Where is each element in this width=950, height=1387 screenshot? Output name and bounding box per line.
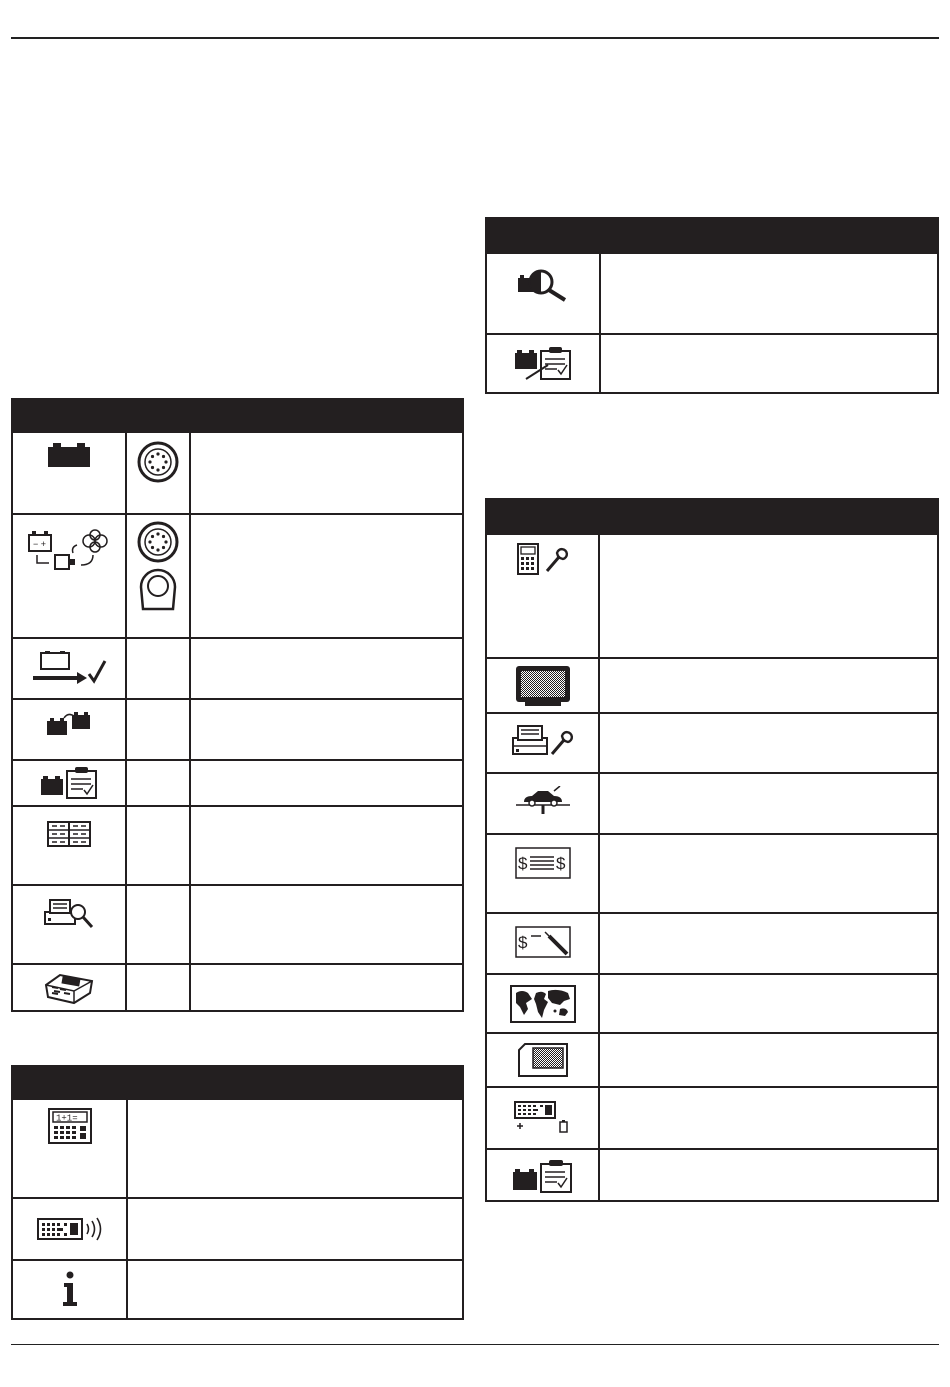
keypad-battery-icon: [487, 1100, 598, 1134]
battery-clipboard-icon: [487, 345, 599, 383]
printer-wrench-icon: [487, 724, 598, 758]
bottom-rule: [11, 1344, 939, 1345]
dollar-pen-icon: [487, 926, 598, 958]
connector-plug-and-clamp-icon: [127, 521, 189, 611]
battery-magnifier-icon: [487, 268, 599, 302]
battery-system-test-icon: [13, 529, 125, 573]
calculator-wrench-icon: [487, 543, 598, 575]
table-row: [487, 772, 937, 833]
battery-charge-check-icon: [13, 651, 125, 687]
table-header: [13, 1067, 462, 1100]
dollar-lines-icon: [487, 847, 598, 879]
grid-table-icon: [13, 821, 125, 847]
table-row: [487, 712, 937, 772]
table-header: [487, 500, 937, 535]
left-bottom-table: [11, 1065, 464, 1320]
table-row: [13, 759, 462, 805]
two-batteries-icon: [13, 712, 125, 738]
table-row: [13, 433, 462, 513]
table-row: [487, 254, 937, 333]
table-row: [487, 1032, 937, 1086]
battery-icon: [13, 443, 125, 469]
keypad-wireless-icon: [13, 1215, 126, 1243]
battery-clipboard-icon: [487, 1158, 598, 1194]
car-crosshair-icon: [487, 786, 598, 816]
table-row: [13, 637, 462, 698]
battery-pack-icon: [13, 971, 125, 1005]
table-row: [13, 1197, 462, 1259]
table-row: [487, 1148, 937, 1202]
connector-plug-icon: [127, 441, 189, 483]
world-map-icon: [487, 985, 598, 1023]
table-row: [13, 963, 462, 1010]
table-row: [13, 805, 462, 884]
calculator-keypad-icon: [13, 1108, 126, 1144]
table-row: [487, 657, 937, 712]
table-row: [487, 1086, 937, 1148]
svg-text:− +: − +: [33, 539, 47, 549]
table-row: [13, 1100, 462, 1197]
svg-text:$: $: [517, 854, 527, 873]
table-row: [487, 973, 937, 1032]
info-icon: [13, 1271, 126, 1307]
table-row: [487, 333, 937, 394]
left-main-table: [11, 398, 464, 1012]
table-row: [487, 535, 937, 657]
top-rule: [11, 37, 939, 39]
printer-search-icon: [13, 898, 125, 930]
table-row: [13, 1259, 462, 1320]
svg-text:$: $: [517, 933, 527, 952]
right-bottom-table: [485, 498, 939, 1202]
table-row: [487, 912, 937, 973]
memory-card-icon: [487, 1042, 598, 1078]
battery-clipboard-icon: [13, 767, 125, 799]
table-row: [13, 513, 462, 637]
table-row: [13, 698, 462, 759]
svg-text:$: $: [555, 854, 565, 873]
display-screen-icon: [487, 665, 598, 707]
table-row: [13, 884, 462, 963]
svg-text:1+1=: 1+1=: [55, 1113, 78, 1124]
right-top-table: [485, 217, 939, 394]
table-header: [13, 400, 462, 433]
table-row: [487, 833, 937, 912]
table-header: [487, 219, 937, 254]
